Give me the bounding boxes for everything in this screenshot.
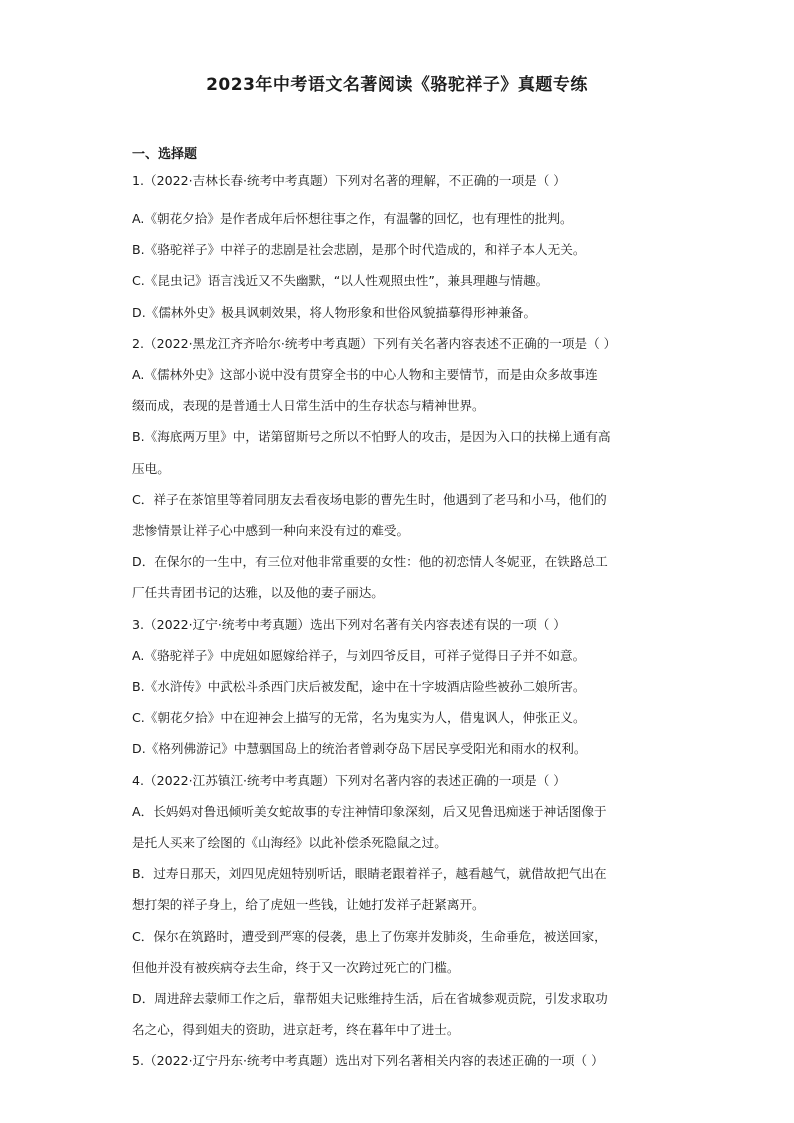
section-heading: 一、选择题 [132, 147, 198, 162]
text-line: 缀而成，表现的是普通士人日常生活中的生存状态与精神世界。 [132, 398, 485, 414]
text-line: 5.（2022·辽宁丹东·统考中考真题）选出对下列名著相关内容的表述正确的一项（ ） [132, 1053, 604, 1069]
text-line: B．过寿日那天，刘四见虎妞特别听话，眼睛老跟着祥子，越看越气，就借故把气出在 [132, 866, 607, 882]
text-line: C.《朝花夕拾》中在迎神会上描写的无常，名为鬼实为人，借鬼讽人，伸张正义。 [132, 710, 586, 726]
text-line: C．保尔在筑路时，遭受到严寒的侵袭，患上了伤寒并发肺炎，生命垂危，被送回家， [132, 928, 607, 944]
text-line: A.《儒林外史》这部小说中没有贯穿全书的中心人物和主要情节，而是由众多故事连 [132, 367, 598, 383]
text-line: B.《海底两万里》中，诺第留斯号之所以不怕野人的攻击，是因为入口的扶梯上通有高 [132, 429, 611, 445]
text-line: A.《朝花夕拾》是作者成年后怀想往事之作，有温馨的回忆，也有理性的批判。 [132, 211, 573, 226]
text-line: 悲惨情景让祥子心中感到一种向来没有过的难受。 [132, 523, 410, 539]
text-line: D.《儒林外史》极具讽刺效果，将人物形象和世俗风貌描摹得形神兼备。 [132, 304, 537, 320]
text-line: C．祥子在茶馆里等着同朋友去看夜场电影的曹先生时，他遇到了老马和小马，他们的 [132, 491, 607, 507]
text-line: B.《水浒传》中武松斗杀西门庆后被发配，途中在十字坡酒店险些被孙二娘所害。 [132, 679, 586, 695]
page-title: 2023年中考语文名著阅读《骆驼祥子》真题专练 [206, 75, 588, 95]
document-body [132, 146, 662, 1077]
text-line: 是托人买来了绘图的《山海经》以此补偿杀死隐鼠之过。 [132, 835, 447, 851]
text-line: 但他并没有被疾病夺去生命，终于又一次跨过死亡的门槛。 [132, 959, 460, 975]
text-line: 想打架的祥子身上，给了虎妞一些钱，让她打发祥子赶紧离开。 [132, 897, 485, 913]
text-line: 1.（2022·吉林长春·统考中考真题）下列对名著的理解，不正确的一项是（ ） [132, 173, 566, 188]
text-line: 2.（2022·黑龙江齐齐哈尔·统考中考真题）下列有关名著内容表述不正确的一项是（ ） [132, 335, 617, 351]
text-line: A．长妈妈对鲁迅倾听美女蛇故事的专注神情印象深刻，后又见鲁迅痴迷于神话图像于 [132, 803, 607, 819]
text-line: 3.（2022·辽宁·统考中考真题）选出下列对名著有关内容表述有误的一项（ ） [132, 616, 566, 632]
text-line: D．周进辞去蒙师工作之后，靠帮姐夫记账维持生活，后在省城参观贡院，引发求取功 [132, 991, 608, 1007]
text-line: B.《骆驼祥子》中祥子的悲剧是社会悲剧，是那个时代造成的，和祥子本人无关。 [132, 242, 586, 258]
text-line: C.《昆虫记》语言浅近又不失幽默，“以人性观照虫性”，兼具理趣与情趣。 [132, 273, 549, 289]
text-line: 名之心，得到姐夫的资助，进京赶考，终在暮年中了进士。 [132, 1022, 460, 1038]
text-line: 厂任共青团书记的达雅，以及他的妻子丽达。 [132, 585, 384, 601]
text-line: 压电。 [132, 460, 170, 476]
text-line: 4.（2022·江苏镇江·统考中考真题）下列对名著内容的表述正确的一项是（ ） [132, 772, 566, 788]
text-line: A.《骆驼祥子》中虎妞如愿嫁给祥子，与刘四爷反目，可祥子觉得日子并不如意。 [132, 647, 586, 663]
text-line: D.《格列佛游记》中慧骃国岛上的统治者曾剥夺岛下居民享受阳光和雨水的权利。 [132, 741, 587, 757]
question-lines [132, 172, 662, 1077]
text-line: D．在保尔的一生中，有三位对他非常重要的女性：他的初恋情人冬妮亚，在铁路总工 [132, 554, 608, 570]
